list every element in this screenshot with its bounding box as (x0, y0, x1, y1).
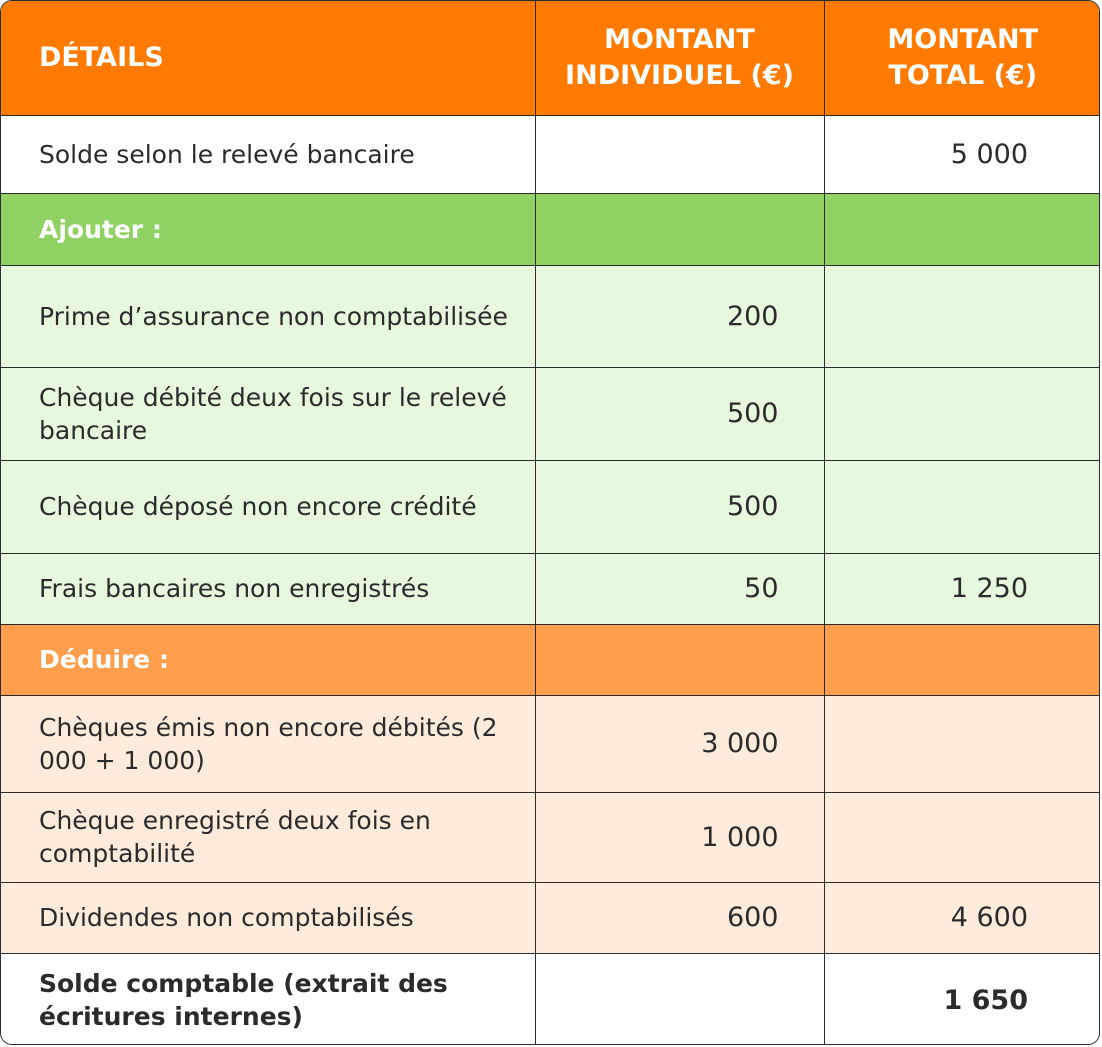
row-total-amount (824, 792, 1100, 882)
header-individual-line1: MONTANT (604, 23, 755, 55)
row-total-amount: 4 600 (824, 882, 1100, 953)
header-row (1, 1, 1100, 115)
row-label: Prime d’assurance non comptabilisée (1, 265, 535, 367)
header-total-line1: MONTANT (887, 23, 1039, 55)
table-row (1, 265, 1100, 367)
row-total-amount: 1 650 (824, 953, 1100, 1045)
table-row (1, 695, 1100, 792)
row-label: Chèque débité deux fois sur le relevé bancaire (1, 367, 535, 460)
row-individual-amount (535, 115, 824, 193)
row-individual-amount (535, 193, 824, 265)
header-total-line2: TOTAL (€) (888, 59, 1038, 91)
row-total-amount (824, 624, 1100, 695)
table-row (1, 367, 1100, 460)
section-header-deduct (1, 624, 1100, 695)
row-label: Chèques émis non encore débités (2 000 + 1 000) (1, 695, 535, 792)
table-row (1, 792, 1100, 882)
section-label-deduct: Déduire : (1, 624, 535, 695)
row-total-amount (824, 367, 1100, 460)
reconciliation-grid (1, 1, 1100, 1045)
header-individual-amount (535, 1, 824, 115)
table-row (1, 460, 1100, 553)
header-details: DÉTAILS (1, 1, 535, 115)
row-total-amount: 5 000 (824, 115, 1100, 193)
row-individual-amount: 600 (535, 882, 824, 953)
row-individual-amount: 1 000 (535, 792, 824, 882)
row-total-amount: 1 250 (824, 553, 1100, 624)
row-label: Frais bancaires non enregistrés (1, 553, 535, 624)
row-label: Chèque enregistré deux fois en comptabilité (1, 792, 535, 882)
table-row (1, 553, 1100, 624)
row-label: Solde selon le relevé bancaire (1, 115, 535, 193)
row-label: Dividendes non comptabilisés (1, 882, 535, 953)
row-total-amount (824, 265, 1100, 367)
table-row-bank-balance (1, 115, 1100, 193)
row-individual-amount: 3 000 (535, 695, 824, 792)
row-total-amount (824, 695, 1100, 792)
row-individual-amount: 50 (535, 553, 824, 624)
header-individual-line2: INDIVIDUEL (€) (565, 59, 794, 91)
header-total-amount (824, 1, 1100, 115)
row-individual-amount: 500 (535, 460, 824, 553)
row-individual-amount (535, 953, 824, 1045)
row-label: Chèque déposé non encore crédité (1, 460, 535, 553)
row-individual-amount (535, 624, 824, 695)
row-individual-amount: 200 (535, 265, 824, 367)
row-total-amount (824, 460, 1100, 553)
section-header-add (1, 193, 1100, 265)
table-row-book-balance (1, 953, 1100, 1045)
row-label: Solde comptable (extrait des écritures internes) (1, 953, 535, 1045)
section-label-add: Ajouter : (1, 193, 535, 265)
row-total-amount (824, 193, 1100, 265)
table-row (1, 882, 1100, 953)
row-individual-amount: 500 (535, 367, 824, 460)
